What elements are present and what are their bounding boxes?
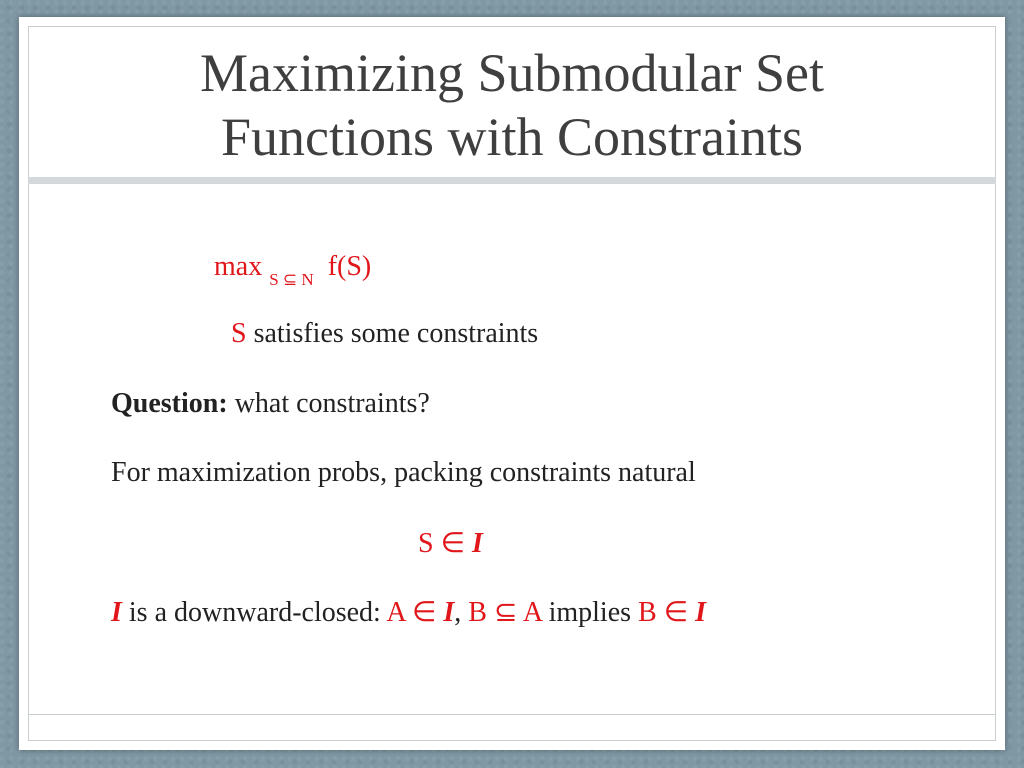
downward-closed-text: is a downward-closed: (128, 597, 381, 628)
question-text: what constraints? (234, 388, 430, 419)
objective-function: f(S) (327, 251, 372, 282)
family-symbol: I (111, 597, 122, 628)
footer-divider (28, 714, 996, 715)
set-variable: S (231, 318, 247, 349)
membership-lhs: S ∈ (418, 528, 465, 559)
question-label: Question: (111, 388, 228, 419)
downward-closed-line (111, 595, 706, 629)
family-symbol-2: I (443, 597, 455, 628)
comma: , (454, 597, 462, 628)
slide-title (29, 41, 995, 169)
b-subset-a: B ⊆ A (468, 597, 542, 628)
implies-text: implies (548, 597, 632, 628)
b-in: B ∈ (638, 597, 689, 628)
question-line (111, 388, 430, 420)
slide (19, 17, 1005, 750)
max-operator: max (214, 251, 263, 282)
title-line-2: Functions with Constraints (220, 107, 804, 167)
family-symbol-3: I (695, 597, 707, 628)
max-subscript: S ⊆ N (269, 270, 314, 289)
a-in: A ∈ (386, 597, 437, 628)
constraint-line (231, 318, 538, 350)
independence-family: I (471, 528, 483, 559)
title-divider (28, 177, 996, 184)
membership-line (418, 526, 483, 560)
objective-line (214, 251, 372, 289)
constraint-text: satisfies some constraints (253, 318, 539, 349)
packing-line: For maximization probs, packing constraints natural (111, 457, 696, 488)
title-line-1: Maximizing Submodular Set (200, 43, 824, 103)
